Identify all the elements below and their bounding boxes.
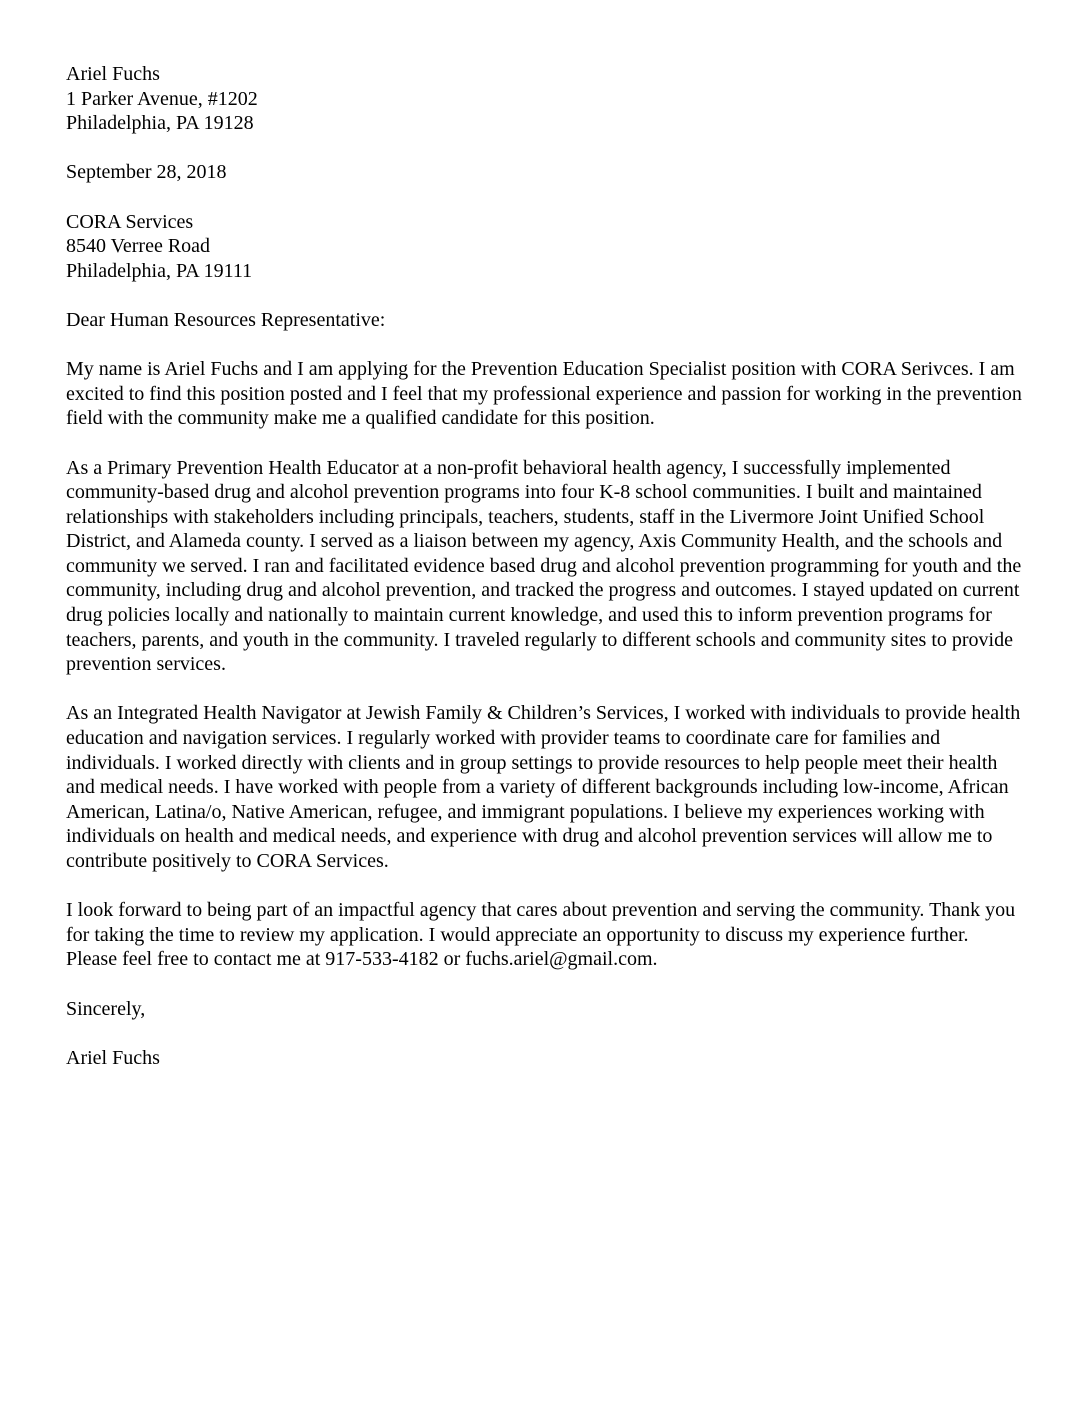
- salutation-text: Dear Human Resources Representative:: [66, 308, 386, 331]
- body-paragraph-2: As a Primary Prevention Health Educator at a non-profit behavioral health agency, I successfully implemented community-based drug and alcohol prevention programs into four K-8 school communities. I built and maintained relationships with stakeholders including principals, teachers, students, staff in the Livermore Joint Unified School District, and Alameda county. I served as a liaison between my agency, Axis Community Health, and the schools and community we served. I ran and facilitated evidence based drug and alcohol prevention programming for youth and the community, including drug and alcohol prevention, and tracked the progress and outcomes. I stayed updated on current drug policies locally and nationally to maintain current knowledge, and used this to inform prevention programs for teachers, parents, and youth in the community. I traveled regularly to different schools and community sites to provide prevention services.: [66, 456, 1022, 676]
- recipient-address-line-1: 8540 Verree Road: [66, 235, 211, 258]
- recipient-block: [66, 210, 1022, 284]
- closing: [66, 997, 1022, 1022]
- date-block: [66, 160, 1022, 185]
- body-paragraph-3: As an Integrated Health Navigator at Jewish Family & Children’s Services, I worked with individuals to provide health education and navigation services. I regularly worked with provider teams to coordinate care for families and individuals. I worked directly with clients and in group settings to provide resources to help people meet their health and medical needs. I have worked with people from a variety of different backgrounds including low-income, African American, Latina/o, Native American, refugee, and immigrant populations. I believe my experiences working with individuals on health and medical needs, and experience with drug and alcohol prevention services will allow me to contribute positively to CORA Services.: [66, 702, 1021, 872]
- sender-address-line-2: Philadelphia, PA 19128: [66, 112, 254, 135]
- sender-block: [66, 62, 1022, 136]
- closing-text: Sincerely,: [66, 997, 146, 1020]
- letter-date: September 28, 2018: [66, 161, 227, 184]
- body-paragraph-4: I look forward to being part of an impactful agency that cares about prevention and serving the community. Thank you for taking the time to review my application. I would appreciate an opportunity to discuss my experience further. Please feel free to contact me at 917-533-4182 or fuchs.ariel@gmail.com.: [66, 899, 1016, 971]
- salutation: [66, 308, 1022, 333]
- recipient-name: CORA Services: [66, 210, 194, 233]
- body-paragraph-1: My name is Ariel Fuchs and I am applying for the Prevention Education Specialist position with CORA Serivces. I am excited to find this position posted and I feel that my professional experience and passion for working in the prevention field with the community make me a qualified candidate for this position.: [66, 358, 1022, 430]
- sender-address-line-1: 1 Parker Avenue, #1202: [66, 87, 258, 110]
- sender-name: Ariel Fuchs: [66, 63, 160, 85]
- signature: [66, 1046, 1022, 1071]
- signature-name: Ariel Fuchs: [66, 1046, 160, 1069]
- recipient-address-line-2: Philadelphia, PA 19111: [66, 259, 253, 282]
